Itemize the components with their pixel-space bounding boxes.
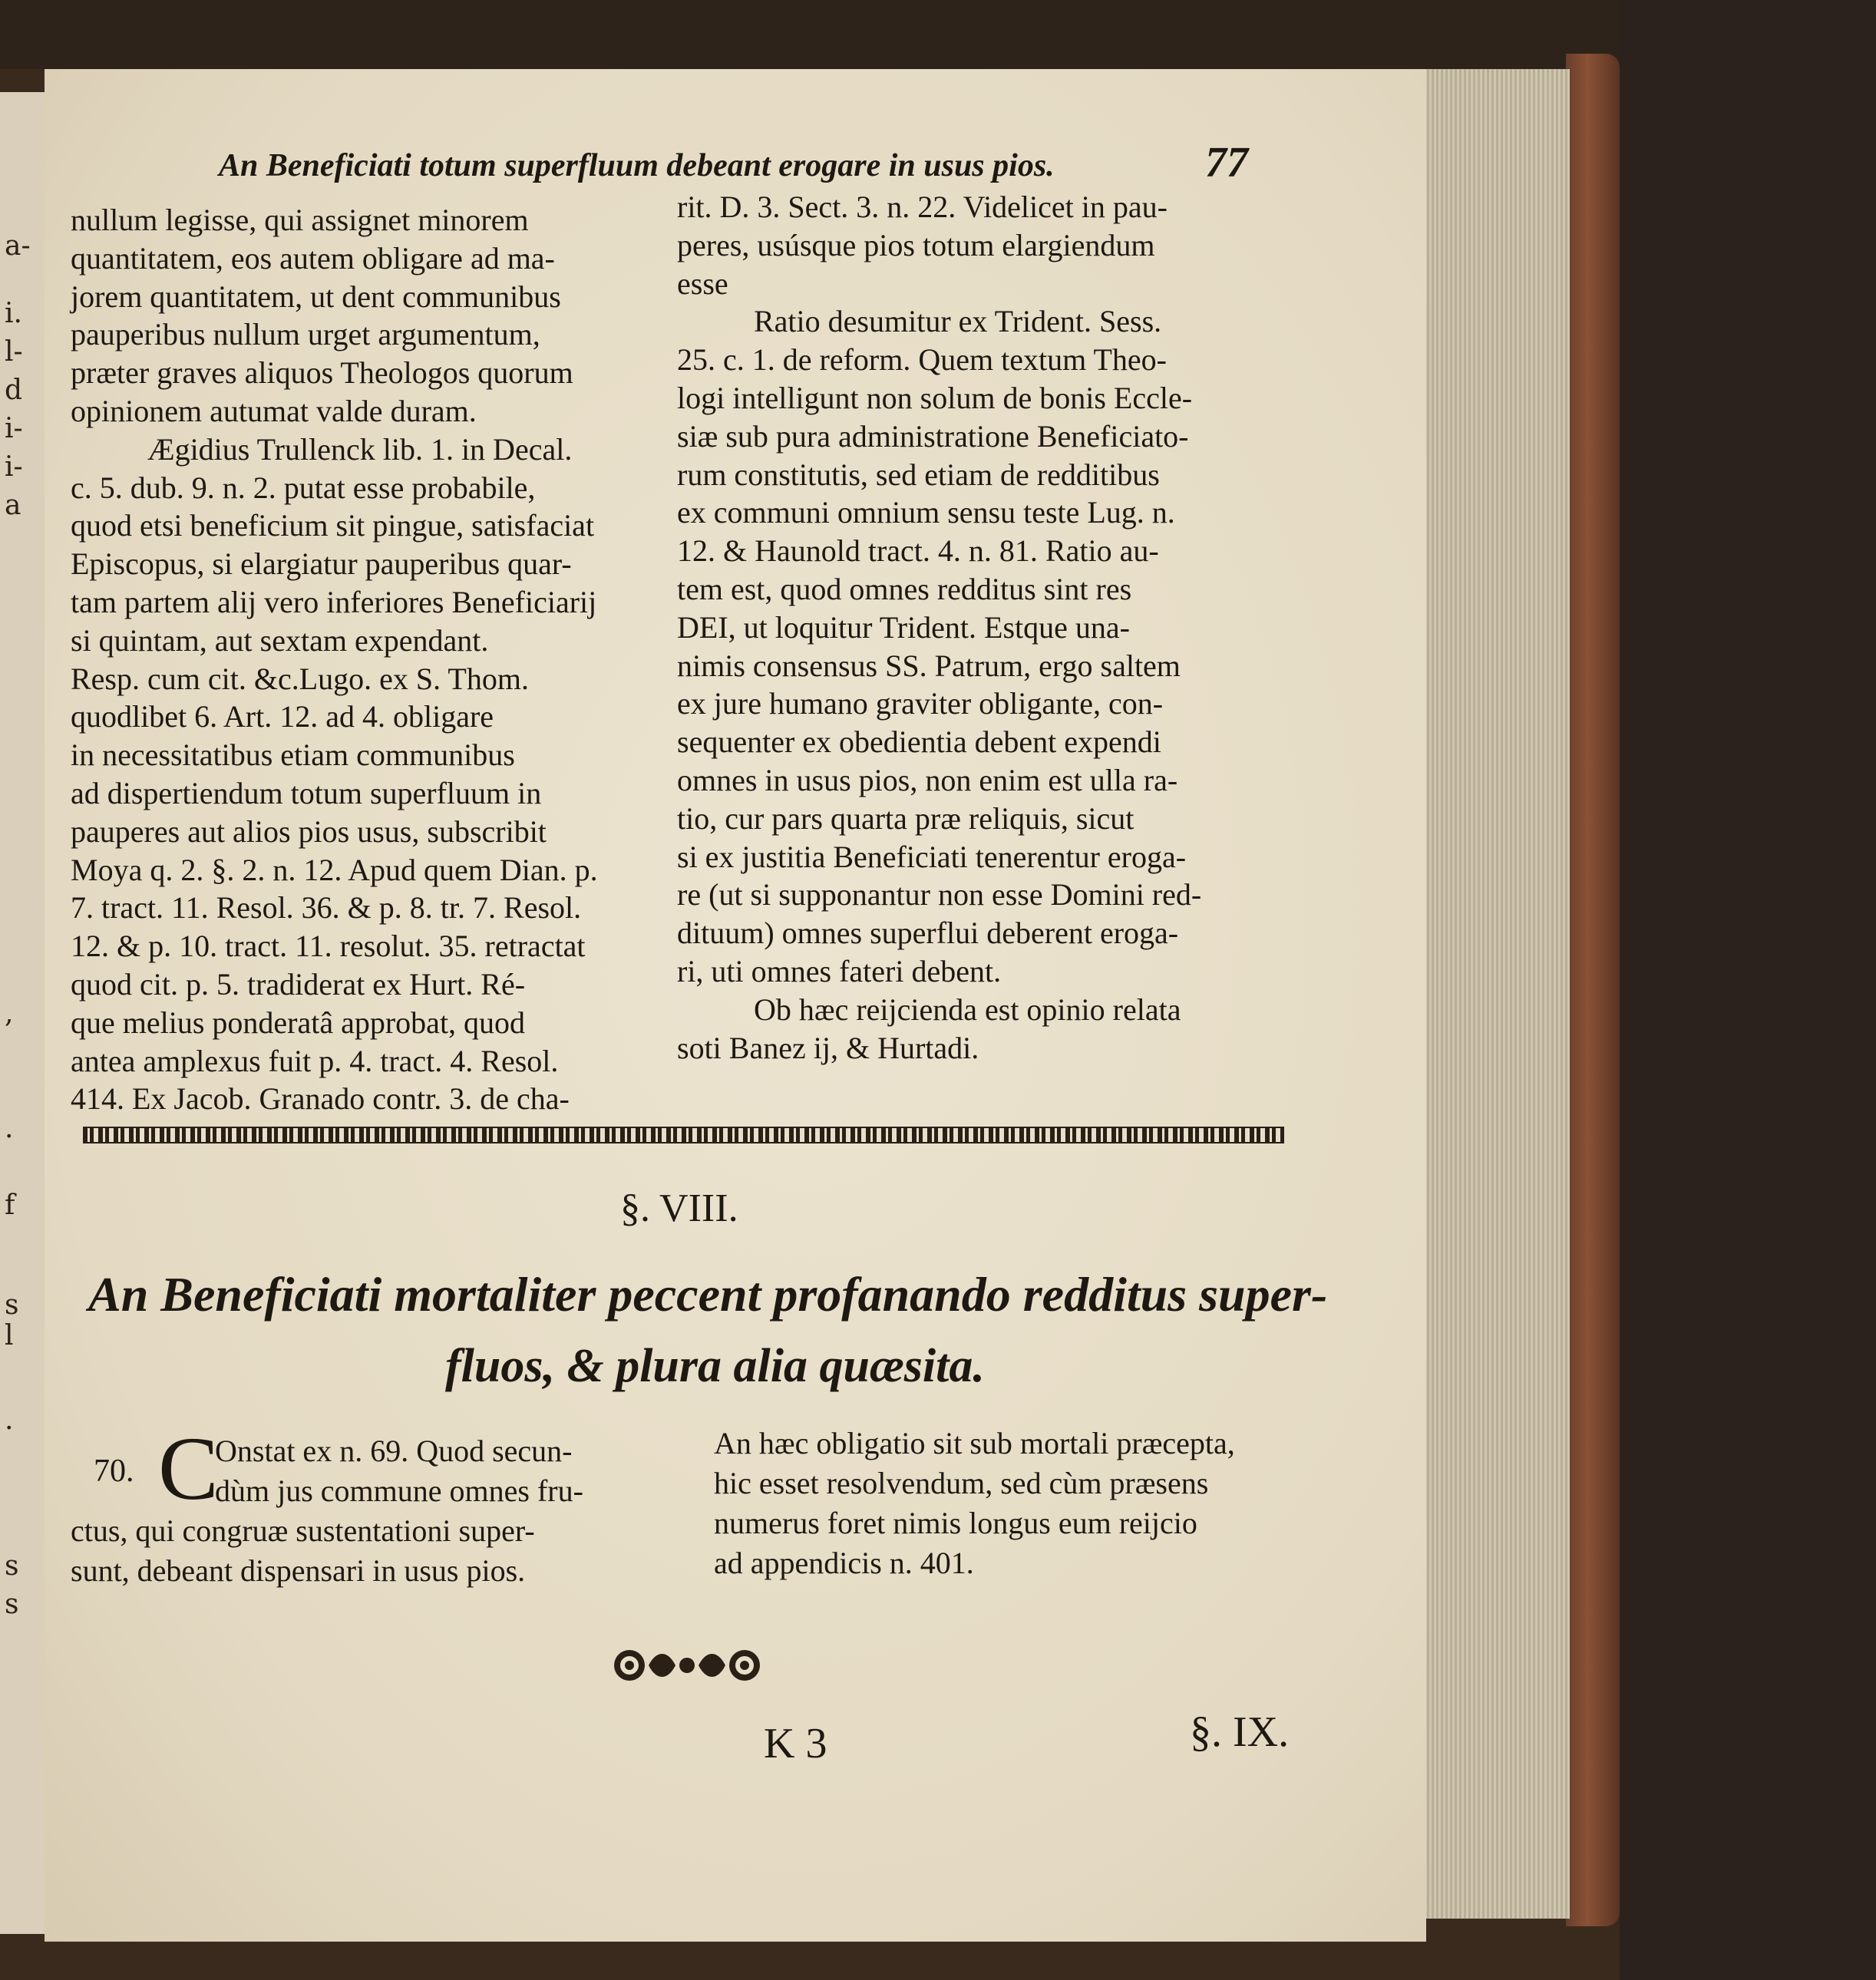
page-number: 77 (1205, 139, 1248, 186)
text-line: si ex justitia Beneficiati tenerentur eroga- (677, 839, 1187, 874)
text-line: siæ sub pura administratione Beneficiato- (677, 418, 1189, 454)
drop-cap: C (158, 1418, 219, 1519)
text-line: peres, usúsque pios totum elargiendum (677, 227, 1155, 262)
text-line: re (ut si supponantur non esse Domini red- (677, 877, 1202, 912)
section-title-line1: An Beneficiati mortaliter peccent profanando redditus super- (88, 1267, 1328, 1322)
left-margin-mark: i. (5, 298, 22, 329)
text-line: sequenter ex obedientia debent expendi (677, 724, 1161, 760)
left-margin-mark: i- (5, 413, 23, 444)
text-line: dituum) omnes superflui deberent eroga- (677, 916, 1179, 951)
book-cover-edge (1566, 54, 1620, 1926)
left-margin-mark: l- (5, 336, 23, 368)
left-margin-mark: a (5, 490, 21, 521)
text-line: c. 5. dub. 9. n. 2. putat esse probabile, (71, 470, 536, 505)
text-line: nimis consensus SS. Patrum, ergo saltem (677, 648, 1181, 683)
catchword: §. IX. (1190, 1708, 1290, 1756)
section-number: §. VIII. (620, 1186, 738, 1230)
text-line: nullum legisse, qui assignet minorem (71, 203, 529, 237)
signature-mark: K 3 (764, 1720, 827, 1767)
text-line: tam partem alij vero inferiores Beneficiarij (71, 584, 597, 619)
text-line: dùm jus commune omnes fru- (215, 1473, 583, 1508)
text-column-right (677, 188, 1201, 1067)
left-page-fragment (0, 92, 47, 1934)
text-column-left (71, 201, 598, 1118)
text-line: sunt, debeant dispensari in usus pios. (71, 1553, 526, 1588)
left-margin-mark: d (5, 375, 23, 406)
text-line: logi intelligunt non solum de bonis Eccle- (677, 380, 1193, 415)
text-line: 12. & p. 10. tract. 11. resolut. 35. retractat (71, 929, 586, 964)
text-line: si quintam, aut sextam expendant. (71, 622, 489, 658)
text-line: tio, cur pars quarta præ reliquis, sicut (677, 800, 1135, 836)
text-line: 25. c. 1. de reform. Quem textum Theo- (677, 342, 1167, 378)
text-line: pauperibus nullum urget argumentum, (71, 317, 540, 352)
text-line: ad appendicis n. 401. (714, 1546, 974, 1580)
running-head: An Beneficiati totum superfluum debeant erogare in usus pios. (219, 148, 1055, 183)
text-line: ctus, qui congruæ sustentationi super- (71, 1513, 535, 1548)
text-line: An hæc obligatio sit sub mortali præcepta, (714, 1426, 1235, 1460)
text-line: hic esset resolvendum, sed cùm præsens (714, 1466, 1209, 1500)
text-line: quodlibet 6. Art. 12. ad 4. obligare (71, 699, 494, 734)
text-line: in necessitatibus etiam communibus (71, 738, 515, 773)
text-line: Onstat ex n. 69. Quod secun- (215, 1434, 573, 1468)
text-line: Moya q. 2. §. 2. n. 12. Apud quem Dian. p. (71, 852, 598, 887)
text-line: quod etsi beneficium sit pingue, satisfaciat (71, 508, 595, 543)
text-line: ri, uti omnes fateri debent. (677, 953, 1002, 988)
left-margin-mark: , (5, 998, 14, 1029)
text-line: tem est, quod omnes redditus sint res (677, 571, 1132, 606)
fleuron-ornament (610, 1642, 764, 1688)
text-line: ad dispertiendum totum superfluum in (71, 775, 542, 810)
text-line: Ob hæc reijcienda est opinio relata (754, 992, 1181, 1027)
text-line: antea amplexus fuit p. 4. tract. 4. Resol. (71, 1043, 559, 1078)
text-line: 414. Ex Jacob. Granado contr. 3. de cha- (71, 1081, 570, 1117)
text-line: DEI, ut loquitur Trident. Estque una- (677, 609, 1130, 645)
ornamental-rule (83, 1127, 1284, 1143)
text-line: esse (677, 266, 728, 301)
left-margin-mark: . (5, 1404, 14, 1436)
text-line: Ratio desumitur ex Trident. Sess. (754, 304, 1162, 339)
text-line: ex communi omnium sensu teste Lug. n. (677, 495, 1175, 530)
text-line: que melius ponderatâ approbat, quod (71, 1005, 526, 1040)
text-line: ex jure humano graviter obligante, con- (677, 686, 1164, 721)
text-line: soti Banez ij, & Hurtadi. (677, 1030, 979, 1065)
text-line: 12. & Haunold tract. 4. n. 81. Ratio au- (677, 533, 1159, 569)
text-line: Resp. cum cit. &c.Lugo. ex S. Thom. (71, 661, 529, 696)
background-right (1620, 0, 1876, 1980)
left-margin-mark: i- (5, 451, 23, 483)
left-margin-mark: . (5, 1113, 14, 1144)
text-line: numerus foret nimis longus eum reijcio (714, 1506, 1197, 1540)
text-line: opinionem autumat valde duram. (71, 393, 477, 428)
left-margin-mark: l (5, 1320, 14, 1351)
text-line: omnes in usus pios, non enim est ulla ra- (677, 762, 1178, 797)
left-margin-mark: a- (5, 230, 31, 262)
text-line: quantitatem, eos autem obligare ad ma- (71, 240, 555, 276)
page-block-edges (1420, 69, 1570, 1919)
text-line: Episcopus, si elargiatur pauperibus quar- (71, 546, 572, 582)
paragraph-70-left-bottom (71, 1511, 535, 1591)
paragraph-70-left-top (215, 1431, 583, 1511)
left-margin-mark: s (5, 1550, 19, 1582)
paragraph-70-right (714, 1424, 1235, 1583)
text-line: Ægidius Trullenck lib. 1. in Decal. (147, 431, 573, 467)
text-line: 7. tract. 11. Resol. 36. & p. 8. tr. 7. Resol. (71, 890, 582, 926)
text-line: jorem quantitatem, ut dent communibus (71, 279, 561, 314)
left-margin-mark: s (5, 1589, 19, 1620)
left-margin-mark: f (5, 1190, 15, 1221)
section-title-line2: fluos, & plura alia quæsita. (445, 1340, 985, 1392)
paragraph-number: 70. (94, 1454, 134, 1489)
left-margin-mark: s (5, 1289, 19, 1321)
text-line: quod cit. p. 5. tradiderat ex Hurt. Ré- (71, 966, 526, 1002)
text-line: præter graves aliquos Theologos quorum (71, 355, 573, 391)
text-line: rum constitutis, sed etiam de redditibus (677, 457, 1160, 492)
text-line: pauperes aut alios pios usus, subscribit (71, 813, 547, 849)
text-line: rit. D. 3. Sect. 3. n. 22. Videlicet in pau- (677, 190, 1168, 224)
